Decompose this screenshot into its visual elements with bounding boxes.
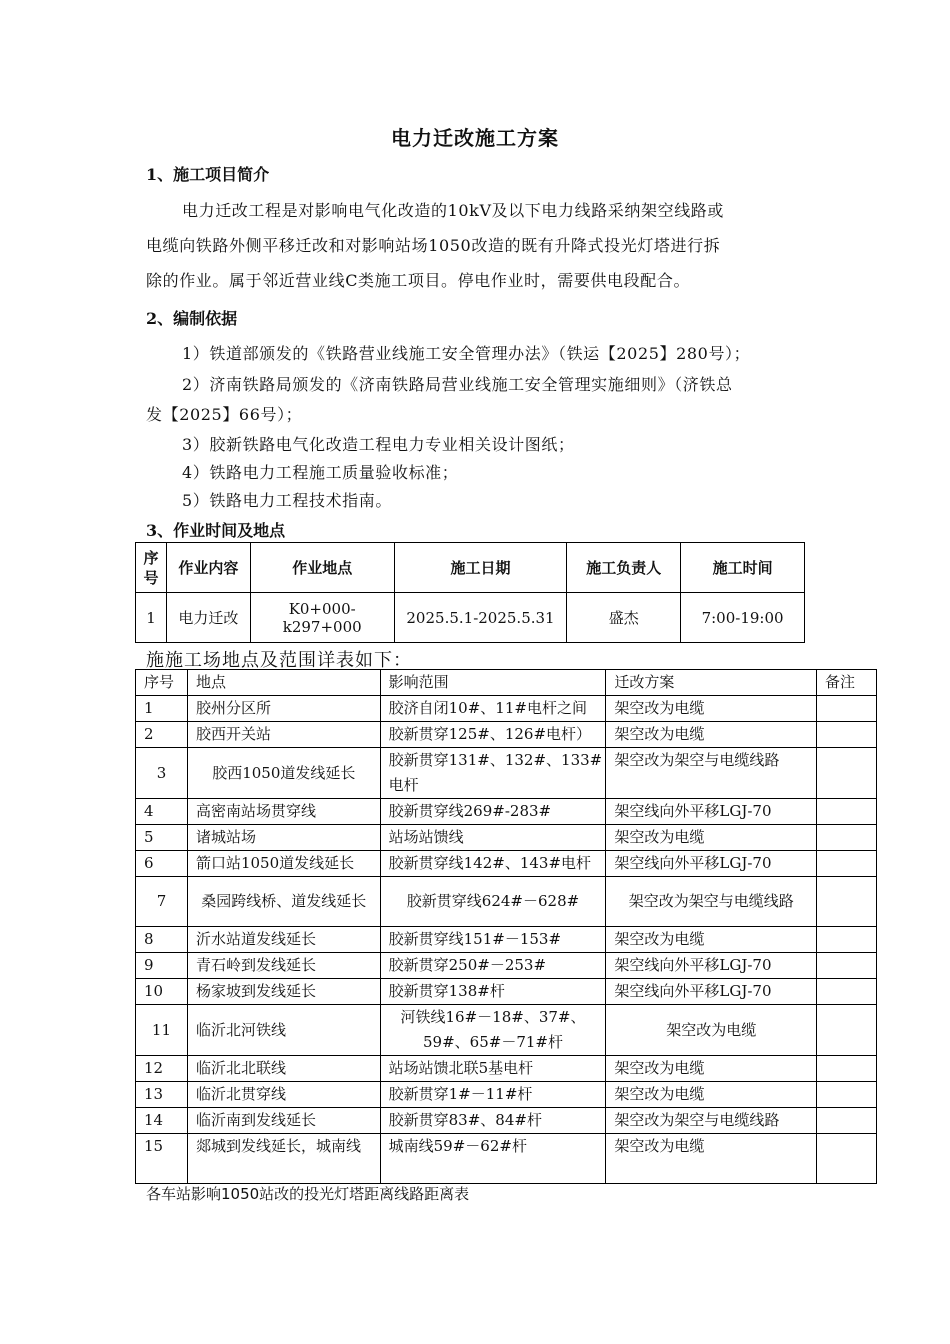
header-cell: 作业地点 (250, 543, 394, 593)
table-cell: 12 (136, 1056, 188, 1082)
site-table (135, 669, 877, 1184)
table-cell: 胶新贯穿1#－11#杆 (380, 1082, 606, 1108)
table-cell (817, 696, 877, 722)
header-cell: 影响范围 (380, 670, 606, 696)
table-cell (817, 799, 877, 825)
table-cell: 10 (136, 979, 188, 1005)
table-cell: 1 (136, 696, 188, 722)
table-cell: 7:00-19:00 (681, 593, 805, 643)
table-cell: 胶新贯穿125#、126#电杆） (380, 722, 606, 748)
table-cell: K0+000-k297+000 (250, 593, 394, 643)
table-cell: 架空线向外平移LGJ-70 (606, 799, 817, 825)
table-row (136, 1005, 877, 1056)
table-row (136, 748, 877, 799)
table-cell (817, 1134, 877, 1184)
table-cell: 6 (136, 851, 188, 877)
table-cell: 胶西1050道发线延长 (187, 748, 380, 799)
table-cell: 3 (136, 748, 188, 799)
table-cell: 架空线向外平移LGJ-70 (606, 979, 817, 1005)
table-cell: 杨家坡到发线延长 (187, 979, 380, 1005)
table-cell: 架空改为架空与电缆线路 (606, 877, 817, 927)
table-row (136, 877, 877, 927)
table-cell: 架空改为电缆 (606, 722, 817, 748)
table-row (136, 696, 877, 722)
table-cell (817, 877, 877, 927)
table-cell (817, 851, 877, 877)
table-cell: 7 (136, 877, 188, 927)
basis-item: 3）胶新铁路电气化改造工程电力专业相关设计图纸； (182, 435, 575, 454)
table-cell (817, 825, 877, 851)
basis-item: 发【2025】66号）； (146, 405, 303, 424)
table-cell: 高密南站场贯穿线 (187, 799, 380, 825)
table-cell: 电力迁改 (166, 593, 250, 643)
table-cell: 架空改为电缆 (606, 1082, 817, 1108)
table-cell: 胶新贯穿131#、132#、133#电杆 (380, 748, 606, 799)
table-cell: 河铁线16#－18#、37#、59#、65#－71#杆 (380, 1005, 606, 1056)
table-cell: 4 (136, 799, 188, 825)
table-row (136, 1082, 877, 1108)
header-cell: 地点 (187, 670, 380, 696)
table-cell: 11 (136, 1005, 188, 1056)
header-cell: 施工负责人 (567, 543, 681, 593)
paragraph-line: 除的作业。属于邻近营业线C类施工项目。停电作业时，需要供电段配合。 (146, 271, 691, 290)
table-row (136, 979, 877, 1005)
table-cell: 架空改为电缆 (606, 1134, 817, 1184)
table-cell: 胶新贯穿线624#－628# (380, 877, 606, 927)
table-cell: 13 (136, 1082, 188, 1108)
section-2-heading: 2、编制依据 (146, 309, 238, 328)
header-cell: 施工时间 (681, 543, 805, 593)
table-row (136, 593, 805, 643)
table-cell: 架空改为电缆 (606, 696, 817, 722)
table-cell: 城南线59#－62#杆 (380, 1134, 606, 1184)
table-cell: 临沂南到发线延长 (187, 1108, 380, 1134)
table-row (136, 722, 877, 748)
table-row (136, 927, 877, 953)
table-cell: 临沂北北联线 (187, 1056, 380, 1082)
table-cell (817, 1005, 877, 1056)
table-cell: 胶济自闭10#、11#电杆之间 (380, 696, 606, 722)
header-cell: 序号 (136, 670, 188, 696)
table-cell: 架空线向外平移LGJ-70 (606, 953, 817, 979)
section-3-heading: 3、作业时间及地点 (146, 521, 286, 540)
table-cell: 架空改为电缆 (606, 1056, 817, 1082)
table-row (136, 953, 877, 979)
table-cell: 箭口站1050道发线延长 (187, 851, 380, 877)
table-cell: 胶新贯穿线142#、143#电杆 (380, 851, 606, 877)
table-cell: 胶新贯穿线151#－153# (380, 927, 606, 953)
header-cell: 迁改方案 (606, 670, 817, 696)
table-cell: 桑园跨线桥、道发线延长 (187, 877, 380, 927)
table-cell: 沂水站道发线延长 (187, 927, 380, 953)
table-cell (817, 1082, 877, 1108)
basis-item: 5）铁路电力工程技术指南。 (182, 491, 392, 510)
basis-item: 1）铁道部颁发的《铁路营业线施工安全管理办法》（铁运【2025】280号）； (182, 344, 751, 363)
header-cell: 作业内容 (166, 543, 250, 593)
table-cell: 临沂北河铁线 (187, 1005, 380, 1056)
table-cell: 胶新贯穿250#－253# (380, 953, 606, 979)
footer-note: 各车站影响1050站改的投光灯塔距离线路距离表 (146, 1185, 470, 1203)
table-cell: 9 (136, 953, 188, 979)
table-cell (817, 1056, 877, 1082)
table-cell: 胶新贯穿83#、84#杆 (380, 1108, 606, 1134)
table-cell (817, 1108, 877, 1134)
table-cell: 胶州分区所 (187, 696, 380, 722)
table-row (136, 1056, 877, 1082)
table-row (136, 1108, 877, 1134)
table-header-row (136, 543, 805, 593)
table-cell: 盛杰 (567, 593, 681, 643)
table-cell: 胶新贯穿线269#-283# (380, 799, 606, 825)
table-header-row (136, 670, 877, 696)
table-cell: 胶新贯穿138#杆 (380, 979, 606, 1005)
header-cell: 序号 (136, 543, 167, 593)
header-cell: 备注 (817, 670, 877, 696)
table-cell: 2 (136, 722, 188, 748)
table-cell: 架空改为电缆 (606, 1005, 817, 1056)
table-cell: 站场站馈线 (380, 825, 606, 851)
table-cell: 郯城到发线延长，城南线 (187, 1134, 380, 1184)
table-row (136, 799, 877, 825)
table-cell (817, 927, 877, 953)
basis-item: 4）铁路电力工程施工质量验收标准； (182, 463, 459, 482)
header-cell: 施工日期 (394, 543, 567, 593)
table-cell: 1 (136, 593, 167, 643)
paragraph-line: 电力迁改工程是对影响电气化改造的10kV及以下电力线路采纳架空线路或 (182, 201, 725, 220)
table-cell: 站场站馈北联5基电杆 (380, 1056, 606, 1082)
table-cell: 15 (136, 1134, 188, 1184)
table-cell: 青石岭到发线延长 (187, 953, 380, 979)
page-title: 电力迁改施工方案 (391, 126, 559, 150)
table-cell (817, 722, 877, 748)
table-cell: 架空改为架空与电缆线路 (606, 748, 817, 799)
table-cell (817, 979, 877, 1005)
table-cell: 临沂北贯穿线 (187, 1082, 380, 1108)
table-caption: 施施工场地点及范围详表如下： (146, 650, 412, 671)
table-cell: 5 (136, 825, 188, 851)
table-row (136, 851, 877, 877)
table-cell: 架空改为电缆 (606, 927, 817, 953)
table-cell: 架空改为电缆 (606, 825, 817, 851)
table-cell: 架空线向外平移LGJ-70 (606, 851, 817, 877)
table-cell: 诸城站场 (187, 825, 380, 851)
table-cell: 8 (136, 927, 188, 953)
table-cell (817, 953, 877, 979)
schedule-table (135, 542, 805, 643)
table-row (136, 825, 877, 851)
table-cell: 2025.5.1-2025.5.31 (394, 593, 567, 643)
paragraph-line: 电缆向铁路外侧平移迁改和对影响站场1050改造的既有升降式投光灯塔进行拆 (146, 236, 721, 255)
table-cell: 胶西开关站 (187, 722, 380, 748)
basis-item: 2）济南铁路局颁发的《济南铁路局营业线施工安全管理实施细则》（济铁总 (182, 375, 733, 394)
table-cell: 14 (136, 1108, 188, 1134)
table-cell (817, 748, 877, 799)
section-1-heading: 1、施工项目简介 (146, 165, 270, 184)
table-row (136, 1134, 877, 1184)
table-cell: 架空改为架空与电缆线路 (606, 1108, 817, 1134)
